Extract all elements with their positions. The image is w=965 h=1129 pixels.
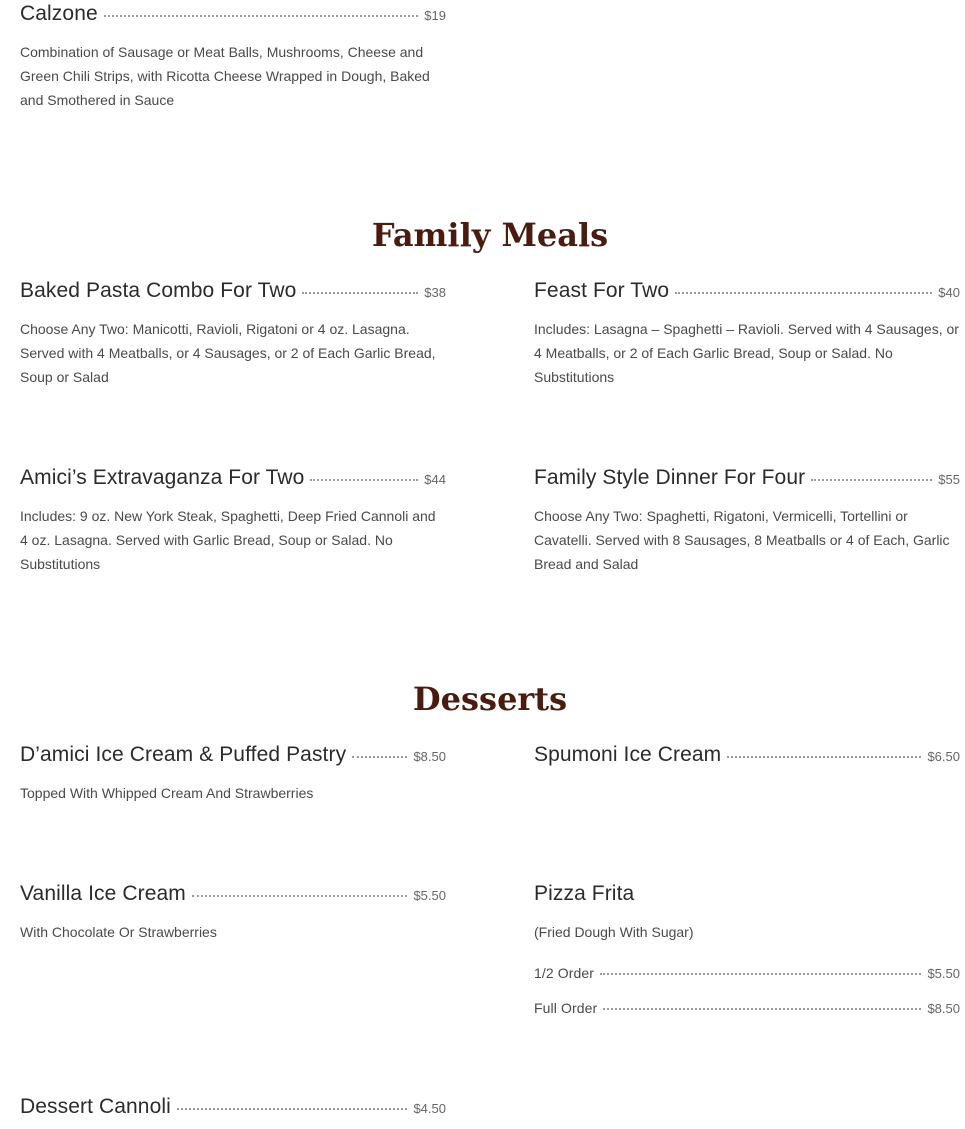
item-description: Choose Any Two: Spaghetti, Rigatoni, Vermicelli, Tortellini or Cavatelli. Served with 8 Sausages, 8 Meatballs or 4 of Each, Garlic Bread and Salad — [534, 508, 950, 572]
option-name: Full Order — [534, 1000, 598, 1016]
leader-dots — [600, 973, 921, 975]
leader-dots — [177, 1108, 408, 1110]
item-price: $6.50 — [927, 749, 960, 764]
item-description: Includes: 9 oz. New York Steak, Spaghetti, Deep Fried Cannoli and 4 oz. Lasagna. Served with Garlic Bread, Soup or Salad. No Substitutions — [20, 508, 436, 572]
item-price: $4.50 — [413, 1101, 446, 1116]
menu-item — [534, 743, 960, 767]
item-description: (Fried Dough With Sugar) — [534, 924, 694, 940]
option-row — [534, 1000, 960, 1016]
item-description: Combination of Sausage or Meat Balls, Mushrooms, Cheese and Green Chili Strips, with Ricotta Cheese Wrapped in Dough, Baked and Smothered in Sauce — [20, 44, 430, 108]
item-name: Feast For Two — [534, 279, 670, 302]
item-name: Pizza Frita — [534, 882, 635, 905]
item-price: $55 — [938, 472, 960, 487]
item-name: Spumoni Ice Cream — [534, 743, 722, 766]
item-price: $5.50 — [413, 888, 446, 903]
item-price: $8.50 — [413, 749, 446, 764]
option-price: $8.50 — [927, 1001, 960, 1016]
leader-dots — [352, 756, 407, 758]
menu-item — [20, 743, 446, 805]
menu-item — [20, 882, 446, 944]
item-name: D’amici Ice Cream & Puffed Pastry — [20, 743, 347, 766]
item-price: $38 — [424, 285, 446, 300]
section-title-desserts: Desserts — [412, 680, 568, 718]
option-name: 1/2 Order — [534, 965, 595, 981]
leader-dots — [310, 479, 418, 481]
item-description: Choose Any Two: Manicotti, Ravioli, Rigatoni or 4 oz. Lasagna. Served with 4 Meatballs, or 4 Sausages, or 2 of Each Garlic Bread, Soup or Salad — [20, 321, 436, 385]
item-price: $40 — [938, 285, 960, 300]
leader-dots — [192, 895, 408, 897]
leader-dots — [104, 15, 419, 17]
leader-dots — [811, 479, 932, 481]
item-name: Family Style Dinner For Four — [534, 466, 806, 489]
leader-dots — [603, 1008, 921, 1010]
item-name: Dessert Cannoli — [20, 1095, 171, 1118]
item-description: Topped With Whipped Cream And Strawberries — [20, 785, 314, 801]
option-row — [534, 965, 960, 981]
menu-item-calzone — [20, 2, 446, 112]
menu-item — [20, 279, 446, 389]
leader-dots — [675, 292, 932, 294]
item-name: Amici’s Extravaganza For Two — [20, 466, 305, 489]
leader-dots — [727, 756, 921, 758]
item-description: Includes: Lasagna – Spaghetti – Ravioli. Served with 4 Sausages, or 4 Meatballs, or 2 of Each Garlic Bread, Soup or Salad. No Substitutions — [534, 321, 959, 385]
menu-item — [534, 882, 960, 944]
item-name: Baked Pasta Combo For Two — [20, 279, 297, 302]
item-name: Calzone — [20, 2, 98, 25]
item-price: $19 — [424, 8, 446, 23]
menu-item — [20, 1095, 446, 1119]
item-name: Vanilla Ice Cream — [20, 882, 186, 905]
menu-item — [20, 466, 446, 576]
menu-item — [534, 466, 960, 576]
option-price: $5.50 — [927, 966, 960, 981]
item-description: With Chocolate Or Strawberries — [20, 924, 217, 940]
leader-dots — [302, 292, 418, 294]
item-price: $44 — [424, 472, 446, 487]
section-title-family-meals: Family Meals — [371, 216, 609, 254]
menu-item — [534, 279, 960, 389]
